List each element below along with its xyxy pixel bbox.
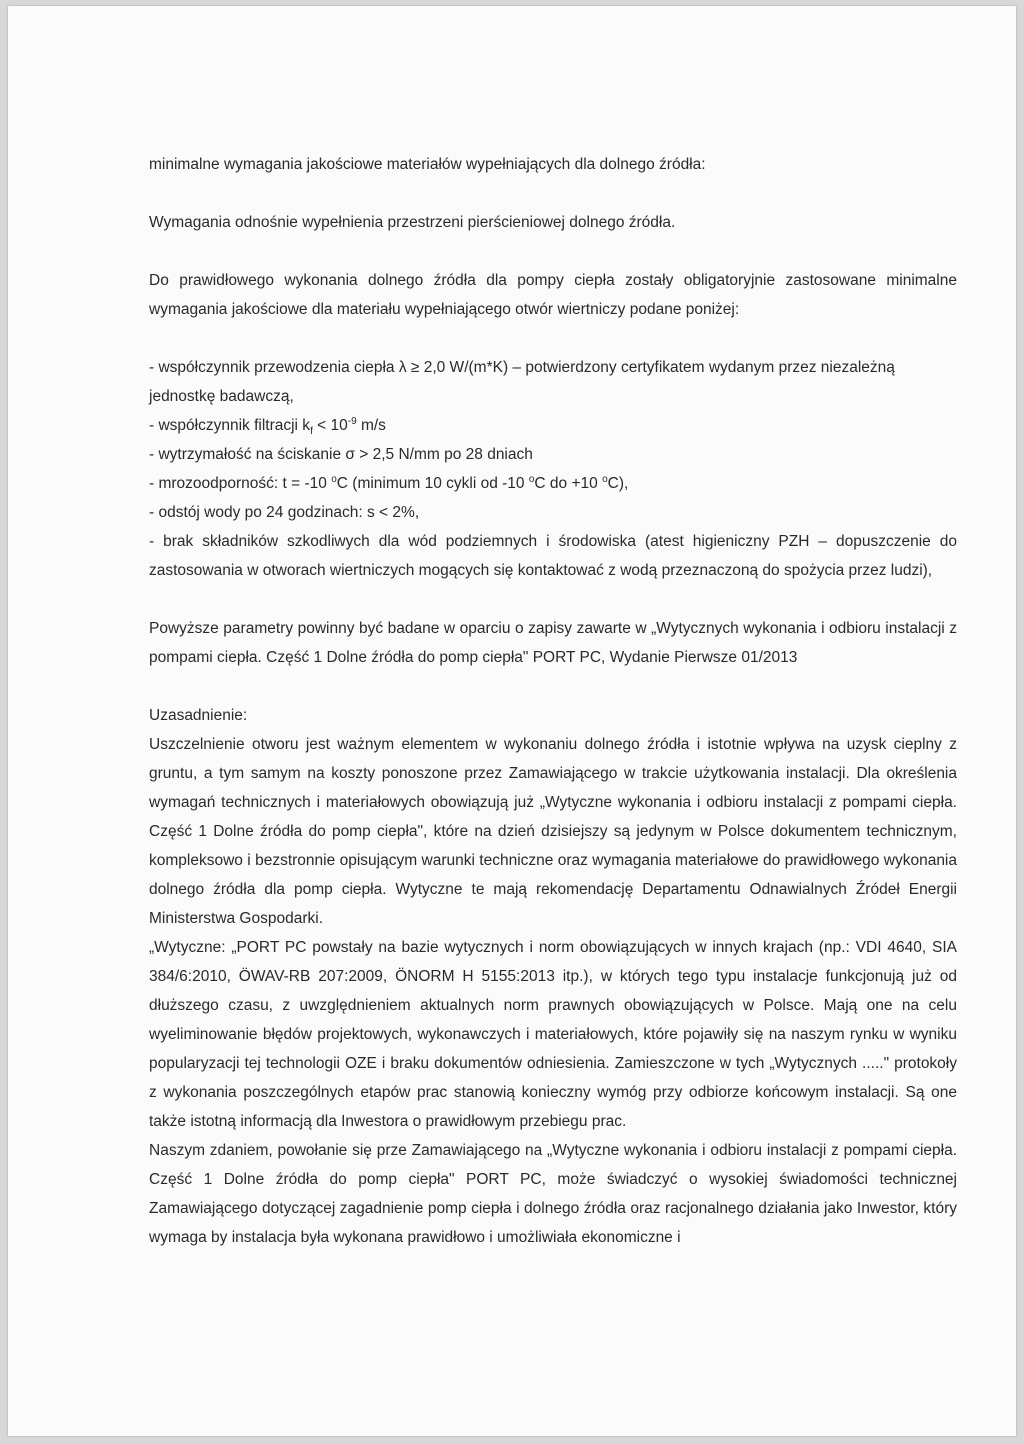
document-page: [8, 6, 1016, 1436]
justification-paragraph-2: „Wytyczne: „PORT PC powstały na bazie wytycznych i norm obowiązujących w innych krajach (np.: VDI 4640, SIA 384/6:2010, ÖWAV-RB 207:2009, ÖNORM H 5155:2013 itp.), w których tego typu instalacje funkcjonują już od dłuższego czasu, z uwzględnieniem aktualnych norm prawnych obowiązujących w Polsce. Mają one na celu wyeliminowanie błędów projektowych, wykonawczych i materiałowych, które pojawiły się na naszym rynku w wyniku popularyzacji tej technologii OZE i braku dokumentów odniesienia. Zamieszczone w tych „Wytycznych ....." protokoły z wykonania poszczególnych etapów prac stanowią konieczny wymóg przy odbiorze końcowym instalacji. Są one także istotną informacją dla Inwestora o prawidłowym przebiegu prac.: [149, 939, 957, 1130]
requirement-thermal-conductivity: - współczynnik przewodzenia ciepła λ ≥ 2,0 W/(m*K) – potwierdzony certyfikatem wydanym przez niezależną jednostkę badawczą,: [149, 359, 895, 405]
justification-title: Uzasadnienie:: [149, 707, 248, 724]
requirement-water-bleed: - odstój wody po 24 godzinach: s < 2%,: [149, 504, 420, 521]
parameters-note: Powyższe parametry powinny być badane w oparciu o zapisy zawarte w „Wytycznych wykonania i odbioru instalacji z pompami ciepła. Część 1 Dolne źródła do pomp ciepła" PORT PC, Wydanie Pierwsze 01/2013: [149, 620, 957, 666]
section-heading: minimalne wymagania jakościowe materiałów wypełniających dla dolnego źródła:: [149, 156, 706, 173]
requirement-no-harmful-components: - brak składników szkodliwych dla wód podziemnych i środowiska (atest higieniczny PZH – dopuszczenie do zastosowania w otworach wiertniczych mogących się kontaktować z wodą przeznaczoną do spożycia przez ludzi),: [149, 533, 957, 579]
requirement-compressive-strength: - wytrzymałość na ściskanie σ > 2,5 N/mm po 28 dniach: [149, 446, 533, 463]
intro-paragraph: Do prawidłowego wykonania dolnego źródła dla pompy ciepła zostały obligatoryjnie zastosowane minimalne wymagania jakościowe dla materiału wypełniającego otwór wiertniczy podane poniżej:: [149, 272, 957, 318]
justification-paragraph-1: Uszczelnienie otworu jest ważnym elementem w wykonaniu dolnego źródła i istotnie wpływa na uzysk cieplny z gruntu, a tym samym na koszty ponoszone przez Zamawiającego w trakcie użytkowania instalacji. Dla określenia wymagań technicznych i materiałowych obowiązują już „Wytyczne wykonania i odbioru instalacji z pompami ciepła. Część 1 Dolne źródła do pomp ciepła", które na dzień dzisiejszy są jedynym w Polsce dokumentem technicznym, kompleksowo i bezstronnie opisującym warunki techniczne oraz wymagania materiałowe do prawidłowego wykonania dolnego źródła dla pomp ciepła. Wytyczne te mają rekomendację Departamentu Odnawialnych Źródeł Energii Ministerstwa Gospodarki.: [149, 736, 957, 927]
justification-paragraph-3: Naszym zdaniem, powołanie się prze Zamawiającego na „Wytyczne wykonania i odbioru instalacji z pompami ciepła. Część 1 Dolne źródła do pomp ciepła" PORT PC, może świadczyć o wysokiej świadomości technicznej Zamawiającego dotyczącej zagadnienie pomp ciepła i dolnego źródła oraz racjonalnego działania jako Inwestor, który wymaga by instalacja była wykonana prawidłowo i umożliwiała ekonomiczne i: [149, 1142, 957, 1246]
requirement-filtration: - współczynnik filtracji $k_f < 10^{-9}$ m/s: [149, 415, 386, 438]
requirement-frost-resistance: - mrozoodporność: t = -10 $^o$C (minimum 10 cykli od -10 $^o$C do +10 $^o$C),: [149, 473, 629, 492]
document-body: [149, 150, 957, 1252]
requirements-list: [149, 353, 957, 585]
section-subheading: Wymagania odnośnie wypełnienia przestrzeni pierścieniowej dolnego źródła.: [149, 214, 676, 231]
